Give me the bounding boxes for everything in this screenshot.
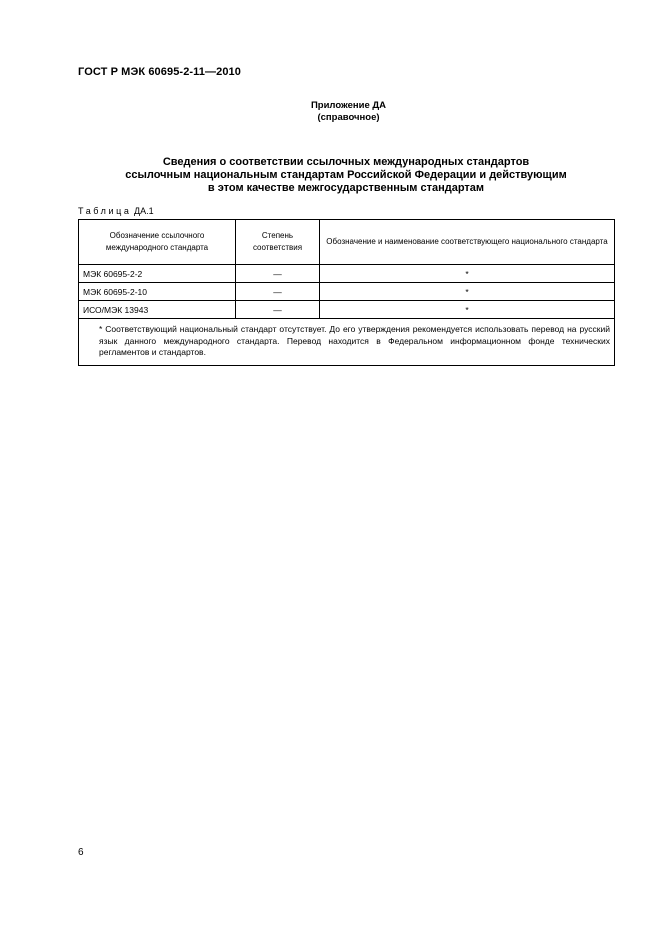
cell-international-code: ИСО/МЭК 13943 <box>79 301 236 319</box>
table-caption-word: Таблица <box>78 206 132 216</box>
table-footnote: * Соответствующий национальный стандарт отсутствует. До его утверждения рекомендуется использовать перевод на русский язык данного международного стандарта. Перевод находится в Федеральном информационном фонде технических регламентов и стандартов. <box>99 324 610 357</box>
cell-degree: — <box>236 265 320 283</box>
page-number: 6 <box>78 847 84 858</box>
table-footnote-row <box>79 319 615 366</box>
cell-national-standard: * <box>320 301 615 319</box>
cell-degree: — <box>236 283 320 301</box>
table-header-row <box>79 220 615 265</box>
title-line-3: в этом качестве межгосударственным стандартам <box>207 182 485 194</box>
table-row <box>79 283 615 301</box>
table-caption <box>78 206 154 216</box>
appendix-heading <box>0 100 661 124</box>
table-footnote-cell <box>79 319 615 366</box>
header-national-standard: Обозначение и наименование соответствующего национального стандарта <box>320 220 615 265</box>
cell-international-code: МЭК 60695-2-2 <box>79 265 236 283</box>
document-standard-header: ГОСТ Р МЭК 60695-2-11—2010 <box>78 66 241 78</box>
table-caption-number: ДА.1 <box>134 206 154 216</box>
document-title <box>78 156 614 195</box>
cell-national-standard: * <box>320 265 615 283</box>
header-international-standard: Обозначение ссылочного международного стандарта <box>79 220 236 265</box>
table-row <box>79 265 615 283</box>
header-degree-of-conformity: Степень соответствия <box>236 220 320 265</box>
title-line-1: Сведения о соответствии ссылочных международных стандартов <box>162 156 530 168</box>
standards-table <box>78 219 615 366</box>
cell-international-code: МЭК 60695-2-10 <box>79 283 236 301</box>
appendix-subtitle: (справочное) <box>317 112 380 123</box>
appendix-title: Приложение ДА <box>310 100 387 111</box>
title-line-2: ссылочным национальным стандартам Российской Федерации и действующим <box>125 169 567 181</box>
table-row <box>79 301 615 319</box>
cell-national-standard: * <box>320 283 615 301</box>
cell-degree: — <box>236 301 320 319</box>
